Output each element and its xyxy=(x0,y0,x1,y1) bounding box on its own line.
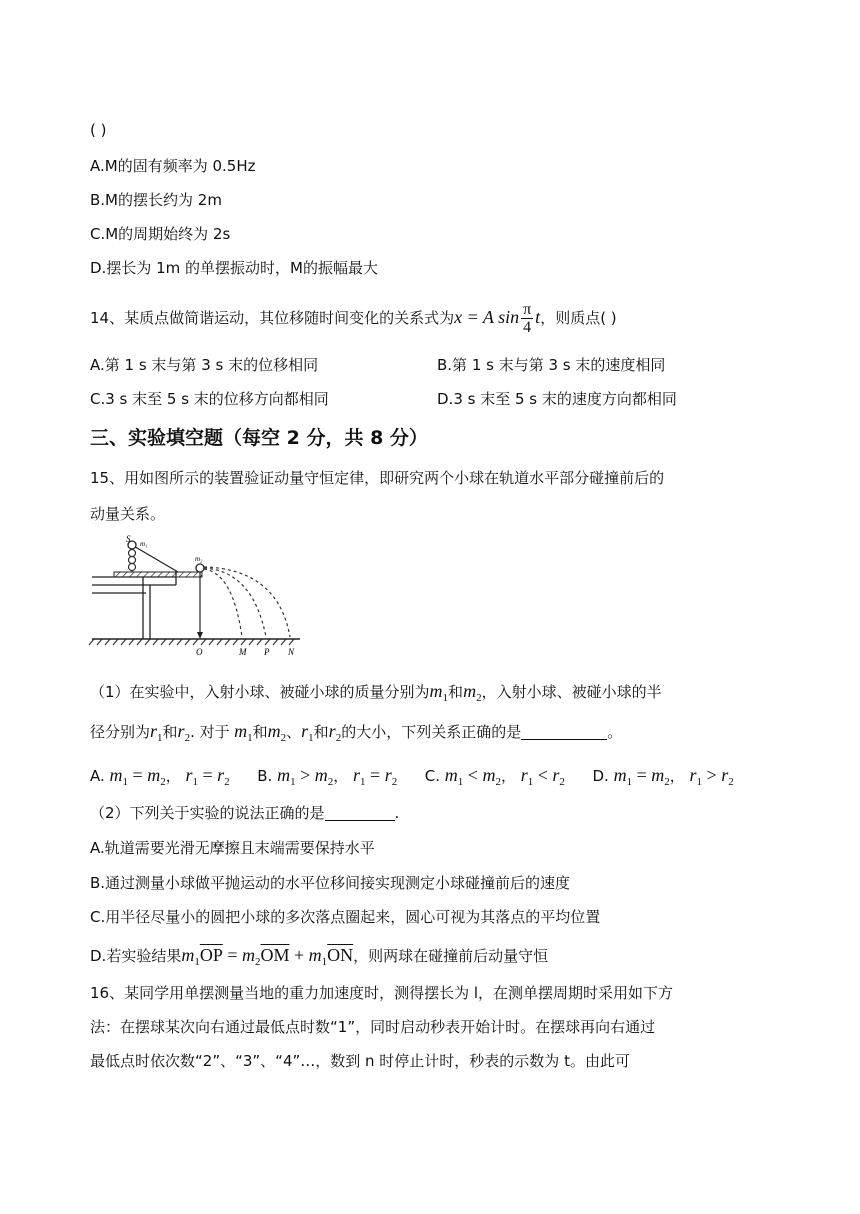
q14-formula-t: t xyxy=(535,307,541,327)
q15-p1-line1: （1）在实验中，入射小球、被碰小球的质量分别为$m_1$和$m_2$，入射小球、被碰小球的半 xyxy=(90,681,662,704)
q15-p2-option-c: C.用半径尽量小的圆把小球的多次落点圈起来，圆心可视为其落点的平均位置 xyxy=(90,908,601,926)
q15-p1-text-e: 和 xyxy=(162,723,178,741)
q15-p2-end: . xyxy=(394,804,400,822)
q15-p1-line2: 径分别为$r_1$和$r_2$. 对于 $m_1$和$m_2$、$r_1$和$r_2$的大小，下列关系正确的是 。 xyxy=(90,721,623,744)
fig-label-m: M xyxy=(239,647,247,657)
q14-frac-num: π xyxy=(523,301,532,318)
q15-p1-text-end: 。 xyxy=(607,723,623,741)
q15-p1-text-b: 和 xyxy=(448,683,464,701)
q14-option-d: D.3 s 末至 5 s 末的速度方向都相同 xyxy=(437,390,677,408)
q14-option-a: A.第 1 s 末与第 3 s 末的位移相同 xyxy=(90,356,319,374)
q14-formula-lhs: x = A sin xyxy=(454,307,520,327)
q16-line3: 最低点时依次数“2”、“3”、“4”…，数到 n 时停止计时，秒表的示数为 t。由此可 xyxy=(90,1052,630,1070)
q15-p2-d-formula: $m_1\overline{OP} = m_2\overline{OM} + m_1\overline{ON}$ xyxy=(181,945,354,968)
q15-p1-text-i: 和 xyxy=(313,723,329,741)
q14-stem-post: ，则质点( ) xyxy=(540,309,617,327)
q15-stem-line1: 15、用如图所示的装置验证动量守恒定律，即研究两个小球在轨道水平部分碰撞前后的 xyxy=(90,469,665,487)
q15-p1-text-a: （1）在实验中，入射小球、被碰小球的质量分别为 xyxy=(90,683,430,701)
q15-p2-stem xyxy=(90,803,399,823)
q14-stem-pre: 14、某质点做简谐运动，其位移随时间变化的关系式为 xyxy=(90,309,455,327)
q15-p2-option-b: B.通过测量小球做平抛运动的水平位移间接实现测定小球碰撞前后的速度 xyxy=(90,874,571,892)
q15-p2-text: （2）下列关于实验的说法正确的是 xyxy=(90,804,325,822)
q15-p1-options: A. $m_1 = m_2$， $r_1 = r_2$ B. $m_1 > m_2$， $r_1 = r_2$ C. $m_1 < m_2$， $r_1 < r_2$ D. $m_1 = m_2$， $r_1 > r_2$ xyxy=(90,765,734,788)
q15-apparatus-figure xyxy=(88,533,318,658)
q15-p2-d-post: ，则两球在碰撞前后动量守恒 xyxy=(353,947,549,965)
q15-opt-a: A. xyxy=(90,767,105,785)
q16-line1: 16、某同学用单摆测量当地的重力加速度时，测得摆长为 l，在测单摆周期时采用如下方 xyxy=(90,984,674,1002)
q15-p2-d-pre: D.若实验结果 xyxy=(90,947,182,965)
fig-label-s: S xyxy=(126,534,131,544)
fig-label-o: O xyxy=(196,647,203,657)
q13-option-c: C.M的周期始终为 2s xyxy=(90,225,231,243)
q13-answer-paren: ( ) xyxy=(90,121,107,139)
q16-line2: 法：在摆球某次向右通过最低点时数“1”，同时启动秒表开始计时。在摆球再向右通过 xyxy=(90,1018,656,1036)
q15-opt-c: C. xyxy=(424,767,441,785)
q14-option-c: C.3 s 末至 5 s 末的位移方向都相同 xyxy=(90,390,329,408)
q14-stem xyxy=(90,298,617,336)
q15-opt-d: D. xyxy=(592,767,609,785)
q15-opt-b: B. xyxy=(257,767,273,785)
q15-p1-text-j: 的大小，下列关系正确的是 xyxy=(341,723,522,741)
q15-p2-option-a: A.轨道需要光滑无摩擦且末端需要保持水平 xyxy=(90,839,375,857)
q14-fraction xyxy=(521,301,533,336)
q14-option-b: B.第 1 s 末与第 3 s 末的速度相同 xyxy=(437,356,666,374)
q13-option-a: A.M的固有频率为 0.5Hz xyxy=(90,157,256,175)
fig-label-m1: m₁ xyxy=(140,540,148,548)
q15-stem-line2: 动量关系。 xyxy=(90,505,166,523)
fig-label-n: N xyxy=(288,647,295,657)
q15-p1-text-d: 径分别为 xyxy=(90,723,151,741)
section3-heading: 三、实验填空题（每空 2 分，共 8 分） xyxy=(90,427,428,449)
q13-option-d: D.摆长为 1m 的单摆振动时，M的振幅最大 xyxy=(90,259,378,277)
answer-blank-2[interactable] xyxy=(325,806,395,821)
q14-frac-den: 4 xyxy=(523,319,532,336)
fig-label-p: P xyxy=(264,647,270,657)
q15-p1-text-c: ，入射小球、被碰小球的半 xyxy=(481,683,662,701)
fig-label-m2: m₂ xyxy=(195,555,203,563)
q15-p1-text-h: 、 xyxy=(286,723,302,741)
q15-p2-option-d xyxy=(90,940,548,977)
q15-p1-text-g: 和 xyxy=(252,723,268,741)
answer-blank-1[interactable] xyxy=(521,725,607,740)
q13-option-b: B.M的摆长约为 2m xyxy=(90,191,222,209)
q15-p1-text-f: . 对于 xyxy=(190,723,230,741)
